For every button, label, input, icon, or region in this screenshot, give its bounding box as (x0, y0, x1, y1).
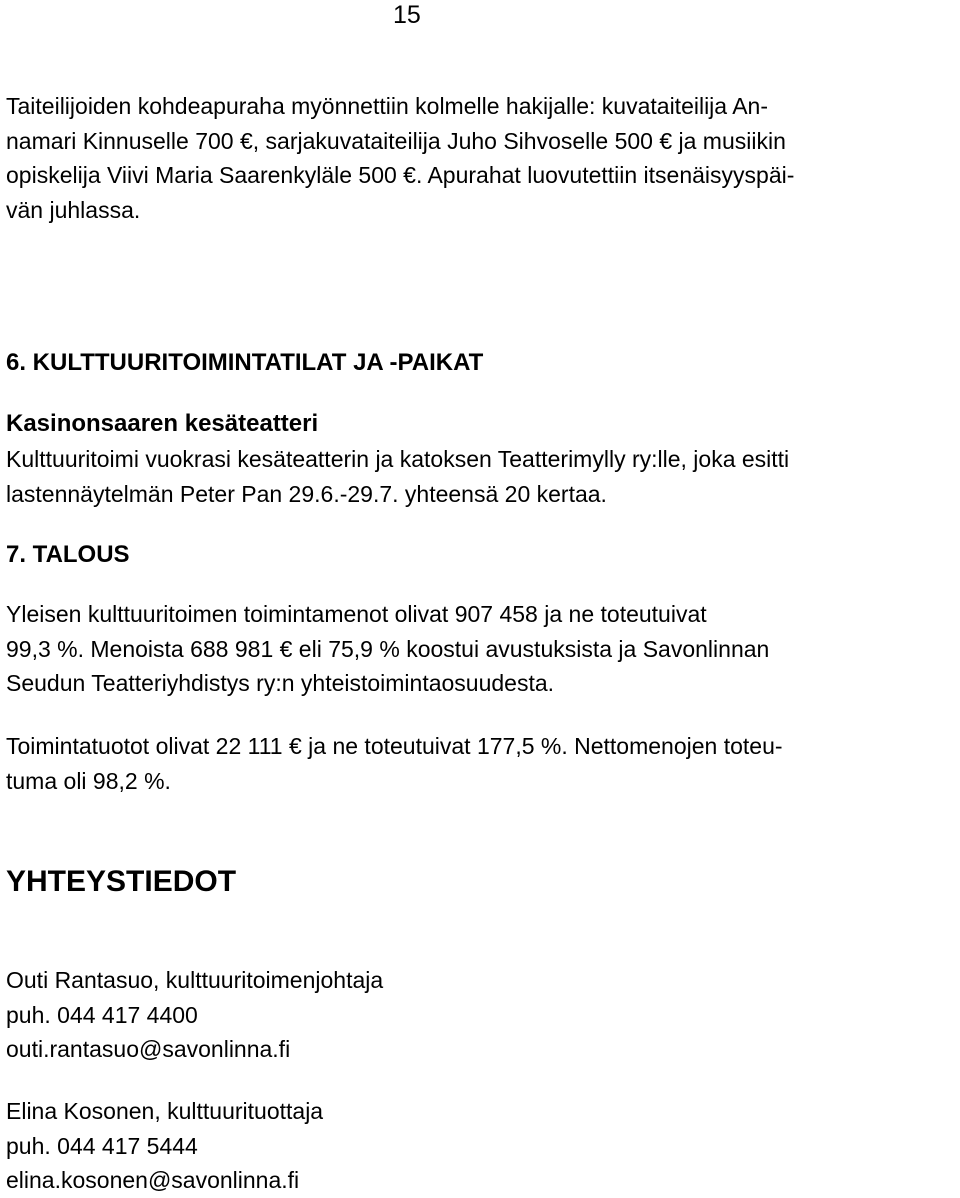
talous-paragraph-1 (6, 597, 941, 701)
contacts-heading: YHTEYSTIEDOT (6, 865, 237, 898)
section-7-heading: 7. TALOUS (6, 541, 130, 568)
contact-phone: puh. 044 417 4400 (6, 1001, 198, 1028)
contact-email-link[interactable]: elina.kosonen@savonlinna.fi (6, 1167, 300, 1193)
contact-email-link[interactable]: outi.rantasuo@savonlinna.fi (6, 1036, 291, 1062)
contact-card (6, 1094, 323, 1198)
section-6-heading: 6. KULTTUURITOIMINTATILAT JA -PAIKAT (6, 349, 484, 376)
contact-name-title: Outi Rantasuo, kulttuuritoimenjohtaja (6, 967, 384, 993)
paragraph-line: lastennäytelmän Peter Pan 29.6.-29.7. yhteensä 20 kertaa. (6, 480, 607, 507)
intro-paragraph (6, 89, 941, 227)
paragraph-line: Kulttuuritoimi vuokrasi kesäteatterin ja katoksen Teatterimylly ry:lle, joka esitti (6, 446, 790, 472)
paragraph-line: Toimintatuotot olivat 22 111 € ja ne toteutuivat 177,5 %. Nettomenojen toteu- (6, 733, 783, 759)
kasinonsaari-subheading: Kasinonsaaren kesäteatteri (6, 410, 319, 437)
paragraph-line: Seudun Teatteriyhdistys ry:n yhteistoimintaosuudesta. (6, 670, 555, 696)
page-number: 15 (393, 1, 421, 29)
kasinonsaari-paragraph (6, 442, 941, 511)
contact-card (6, 963, 383, 1067)
intro-line: opiskelija Viivi Maria Saarenkyläle 500 €. Apurahat luovutettiin itsenäisyyspäi- (6, 162, 795, 188)
intro-line: namari Kinnuselle 700 €, sarjakuvataiteilija Juho Sihvoselle 500 € ja musiikin (6, 127, 786, 154)
talous-paragraph-2 (6, 729, 941, 798)
intro-line: vän juhlassa. (6, 196, 141, 223)
contact-name-title: Elina Kosonen, kulttuurituottaja (6, 1098, 324, 1124)
paragraph-line: Yleisen kulttuuritoimen toimintamenot olivat 907 458 ja ne toteutuivat (6, 601, 707, 627)
contact-phone: puh. 044 417 5444 (6, 1132, 198, 1159)
paragraph-line: 99,3 %. Menoista 688 981 € eli 75,9 % koostui avustuksista ja Savonlinnan (6, 635, 770, 662)
paragraph-line: tuma oli 98,2 %. (6, 767, 171, 794)
intro-line: Taiteilijoiden kohdeapuraha myönnettiin kolmelle hakijalle: kuvataiteilija An- (6, 93, 768, 119)
